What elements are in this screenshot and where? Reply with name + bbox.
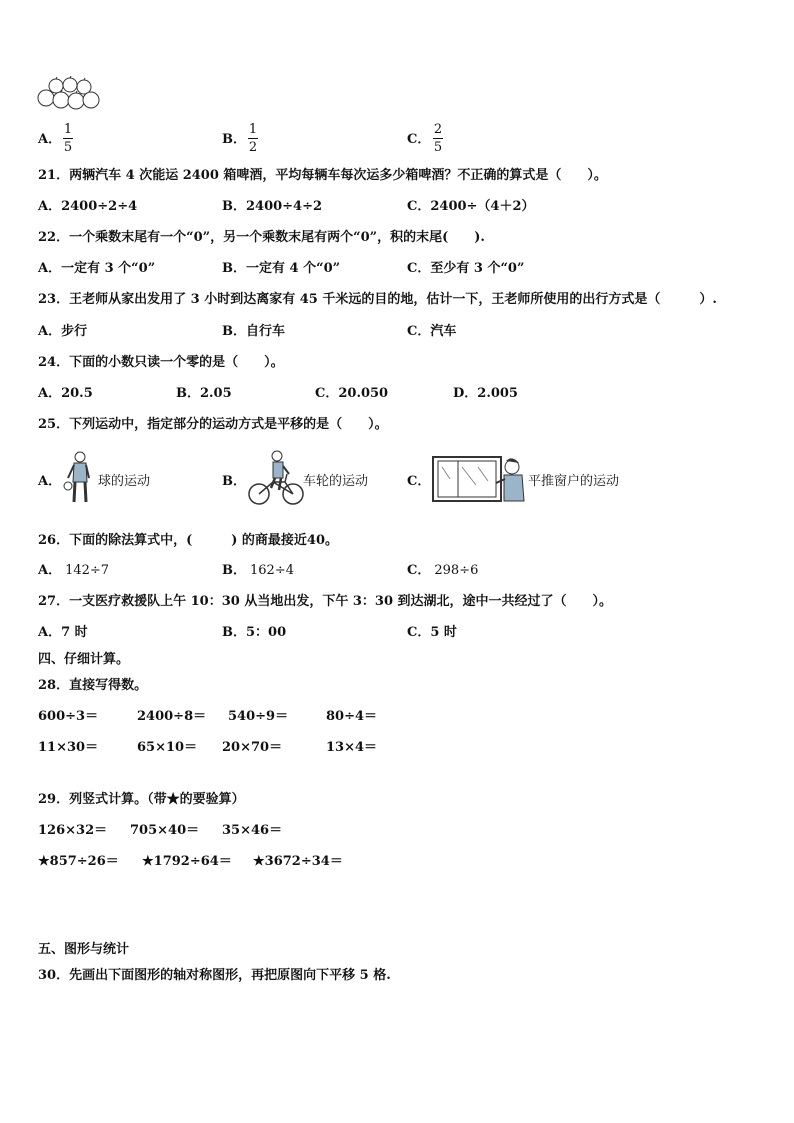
q25-option-c-letter[interactable]: C． (407, 474, 431, 489)
q24-option-d[interactable]: D．2.005 (453, 386, 518, 401)
q26-option-b[interactable] (222, 563, 294, 579)
q29-item[interactable]: ★1792÷64＝ (142, 854, 232, 869)
q29-item[interactable]: 35×46＝ (222, 823, 283, 838)
q23-option-b[interactable]: B．自行车 (222, 324, 285, 339)
q23-stem: 23．王老师从家出发用了 3 小时到达离家有 45 千米远的目的地，估计一下，王老师所使用的出行方式是（ ）. (38, 292, 717, 307)
q29-item[interactable]: 126×32＝ (38, 823, 108, 838)
q26-option-c-letter: C． (407, 563, 431, 578)
fraction-numerator: 2 (433, 122, 443, 137)
q28-item[interactable]: 20×70＝ (222, 740, 283, 755)
q27-option-b[interactable]: B．5：00 (222, 625, 287, 640)
q28-item[interactable]: 540÷9＝ (228, 709, 289, 724)
q26-option-c-text: 298÷6 (434, 563, 479, 578)
q28-stem: 28．直接写得数。 (38, 678, 148, 693)
q23-option-c[interactable]: C．汽车 (407, 324, 457, 339)
q25-option-a-letter[interactable]: A． (38, 474, 62, 489)
q26-option-a[interactable] (38, 563, 109, 579)
section-4-heading: 四、仔细计算。 (38, 652, 130, 667)
q27-stem: 27．一支医疗救援队上午 10：30 从当地出发，下午 3：30 到达湖北，途中一共经过了（ ）。 (38, 594, 613, 609)
window-boy-image (432, 455, 528, 503)
q22-option-a[interactable]: A．一定有 3 个“0” (38, 261, 156, 276)
q28-item[interactable]: 11×30＝ (38, 740, 99, 755)
q21-option-a[interactable]: A．2400÷2÷4 (38, 199, 138, 214)
q24-option-b[interactable]: B．2.05 (176, 386, 232, 401)
fraction-numerator: 1 (248, 122, 258, 137)
q20-option-b-fraction[interactable] (248, 122, 258, 155)
q29-item[interactable]: ★3672÷34＝ (253, 854, 343, 869)
fraction-bar (63, 138, 73, 139)
q29-item[interactable]: 705×40＝ (130, 823, 200, 838)
q27-option-c[interactable]: C．5 时 (407, 625, 457, 640)
q20-option-b-letter[interactable]: B． (222, 132, 246, 147)
q28-item[interactable]: 600÷3＝ (38, 709, 99, 724)
q26-option-a-text: 142÷7 (65, 563, 110, 578)
q25-option-c-text[interactable]: 平推窗户的运动 (528, 474, 620, 489)
q28-item[interactable]: 13×4＝ (326, 740, 378, 755)
boy-bouncing-ball-image (60, 450, 98, 506)
section-5-heading: 五、图形与统计 (38, 942, 130, 957)
apples-image (36, 76, 104, 114)
q22-option-c[interactable]: C．至少有 3 个“0” (407, 261, 525, 276)
cyclist-image (247, 448, 305, 508)
q24-option-c[interactable]: C．20.050 (315, 386, 389, 401)
q30-stem: 30．先画出下面图形的轴对称图形，再把原图向下平移 5 格. (38, 968, 391, 983)
fraction-denominator: 2 (248, 140, 258, 155)
fraction-denominator: 5 (433, 140, 443, 155)
q24-option-a[interactable]: A．20.5 (38, 386, 93, 401)
q22-stem: 22．一个乘数末尾有一个“0”，另一个乘数末尾有两个“0”，积的末尾( ). (38, 230, 485, 245)
q21-option-c[interactable]: C．2400÷（4＋2） (407, 199, 535, 214)
q20-option-c-fraction[interactable] (433, 122, 443, 155)
q21-option-b[interactable]: B．2400÷4÷2 (222, 199, 323, 214)
q24-stem: 24．下面的小数只读一个零的是（ ）。 (38, 355, 284, 370)
q28-item[interactable]: 65×10＝ (137, 740, 198, 755)
q23-option-a[interactable]: A．步行 (38, 324, 88, 339)
q22-option-b[interactable]: B．一定有 4 个“0” (222, 261, 341, 276)
q26-option-b-text: 162÷4 (250, 563, 294, 578)
q25-stem: 25．下列运动中，指定部分的运动方式是平移的是（ ）。 (38, 417, 388, 432)
fraction-bar (248, 138, 258, 139)
q28-item[interactable]: 80÷4＝ (326, 709, 378, 724)
q29-item[interactable]: ★857÷26＝ (38, 854, 119, 869)
q20-option-a-fraction[interactable] (63, 122, 73, 155)
q26-stem: 26．下面的除法算式中，( ) 的商最接近40。 (38, 533, 339, 548)
fraction-bar (433, 138, 443, 139)
q29-stem: 29．列竖式计算。（带★的要验算） (38, 792, 245, 807)
q26-option-a-letter: A． (38, 563, 62, 578)
q21-stem: 21．两辆汽车 4 次能运 2400 箱啤酒，平均每辆车每次运多少箱啤酒？不正确的算式是（ ）。 (38, 168, 607, 183)
q20-option-a-letter[interactable]: A． (38, 132, 62, 147)
q25-option-b-text[interactable]: 车轮的运动 (303, 474, 369, 489)
q26-option-b-letter: B． (222, 563, 246, 578)
q28-item[interactable]: 2400÷8＝ (137, 709, 207, 724)
q27-option-a[interactable]: A．7 时 (38, 625, 88, 640)
q26-option-c[interactable] (407, 563, 478, 579)
q25-option-b-letter[interactable]: B． (222, 474, 246, 489)
fraction-denominator: 5 (63, 140, 73, 155)
fraction-numerator: 1 (63, 122, 73, 137)
q25-option-a-text[interactable]: 球的运动 (98, 474, 151, 489)
q20-option-c-letter[interactable]: C． (407, 132, 431, 147)
